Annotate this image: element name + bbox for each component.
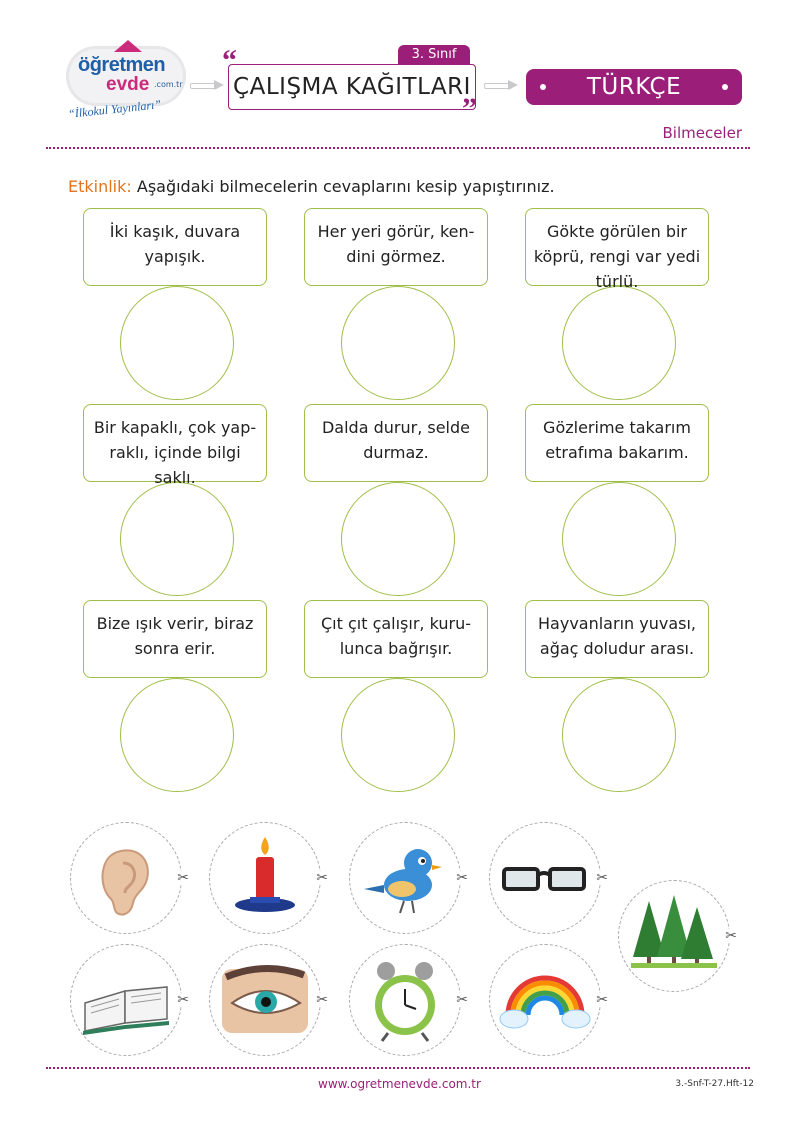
instruction-text: Aşağıdaki bilmecelerin cevaplarını kesip yapıştırınız. <box>131 177 555 196</box>
cutout-rainbow[interactable] <box>489 944 608 1056</box>
cutout-alarm-clock[interactable] <box>349 944 468 1056</box>
rainbow-icon <box>490 945 600 1055</box>
book-icon <box>71 945 181 1055</box>
cutout-book[interactable] <box>70 944 189 1056</box>
answer-circle[interactable] <box>120 482 234 596</box>
scissors-icon: ✂ <box>316 870 328 886</box>
riddle-card <box>83 404 269 614</box>
answer-circle[interactable] <box>341 482 455 596</box>
instruction <box>68 177 555 196</box>
scissors-icon: ✂ <box>456 992 468 1008</box>
riddle-box <box>83 208 267 286</box>
riddle-box <box>304 208 488 286</box>
header-divider <box>46 147 750 149</box>
scissors-icon: ✂ <box>456 870 468 886</box>
answer-circle[interactable] <box>562 482 676 596</box>
riddle-text: Bir kapaklı, çok yap-raklı, içinde bilgi saklı. <box>93 418 257 487</box>
answer-circle[interactable] <box>562 286 676 400</box>
logo-domain: .com.tr <box>154 80 183 89</box>
riddle-box <box>525 208 709 291</box>
scissors-icon: ✂ <box>725 928 737 944</box>
riddle-text: Gökte görülen bir köprü, rengi var yedi türlü. <box>533 222 701 291</box>
logo <box>62 40 192 130</box>
riddle-text: Bize ışık verir, biraz sonra erir. <box>96 614 254 658</box>
forest-icon <box>619 881 729 991</box>
cutout-glasses[interactable] <box>489 822 608 934</box>
bullet-icon <box>722 84 728 90</box>
bird-icon <box>350 823 460 933</box>
riddle-card <box>525 404 711 614</box>
scissors-icon: ✂ <box>596 992 608 1008</box>
riddle-text: Her yeri görür, ken-dini görmez. <box>317 222 475 266</box>
cutout-bird[interactable] <box>349 822 468 934</box>
footer-divider <box>46 1067 750 1069</box>
worksheet-title: ÇALIŞMA KAĞITLARI <box>233 74 471 100</box>
answer-circle[interactable] <box>341 678 455 792</box>
riddle-text: Dalda durur, selde durmaz. <box>321 418 470 462</box>
arrow-right-icon <box>190 80 224 90</box>
close-quote-icon: ” <box>462 92 477 125</box>
riddle-card <box>83 208 269 418</box>
cutout-eye[interactable] <box>209 944 328 1056</box>
subject-badge <box>526 69 742 105</box>
cutout-forest[interactable] <box>618 880 737 992</box>
subject-label: TÜRKÇE <box>586 74 682 100</box>
riddle-card <box>304 404 490 614</box>
candle-icon <box>210 823 320 933</box>
riddle-box <box>525 404 709 482</box>
worksheet-title-box <box>228 64 476 110</box>
logo-roof-icon <box>114 40 142 52</box>
riddle-text: Gözlerime takarım etrafıma bakarım. <box>543 418 691 462</box>
answer-circle[interactable] <box>120 286 234 400</box>
riddle-card <box>525 208 711 418</box>
answer-circle[interactable] <box>120 678 234 792</box>
alarm-clock-icon <box>350 945 460 1055</box>
riddle-box <box>83 404 267 487</box>
riddle-box <box>83 600 267 678</box>
riddle-box <box>304 600 488 678</box>
footer-url[interactable]: www.ogretmenevde.com.tr <box>318 1077 481 1091</box>
glasses-icon <box>490 823 600 933</box>
riddle-card <box>525 600 711 810</box>
page-code: 3.-Snf-T-27.Hft-12 <box>675 1079 754 1089</box>
logo-brand-line2: evde <box>106 74 150 95</box>
riddle-card <box>304 208 490 418</box>
riddle-card <box>83 600 269 810</box>
scissors-icon: ✂ <box>596 870 608 886</box>
cutout-ear[interactable] <box>70 822 189 934</box>
scissors-icon: ✂ <box>177 992 189 1008</box>
riddle-box <box>304 404 488 482</box>
instruction-label: Etkinlik: <box>68 177 132 196</box>
open-quote-icon: “ <box>222 44 237 77</box>
logo-brand-line1: öğretmen <box>78 54 166 76</box>
riddle-text: İki kaşık, duvara yapışık. <box>109 222 241 266</box>
cutout-candle[interactable] <box>209 822 328 934</box>
eye-icon <box>210 945 320 1055</box>
riddle-text: Hayvanların yuvası, ağaç doludur arası. <box>538 614 696 658</box>
scissors-icon: ✂ <box>177 870 189 886</box>
scissors-icon: ✂ <box>316 992 328 1008</box>
riddle-card <box>304 600 490 810</box>
arrow-right-icon <box>484 80 518 90</box>
ear-icon <box>71 823 181 933</box>
riddle-box <box>525 600 709 678</box>
topic-label: Bilmeceler <box>662 124 742 142</box>
answer-circle[interactable] <box>562 678 676 792</box>
riddle-text: Çıt çıt çalışır, kuru-lunca bağrışır. <box>320 614 471 658</box>
logo-tagline: “İlkokul Yayınları” <box>67 97 162 121</box>
grade-tab: 3. Sınıf <box>398 45 470 65</box>
answer-circle[interactable] <box>341 286 455 400</box>
